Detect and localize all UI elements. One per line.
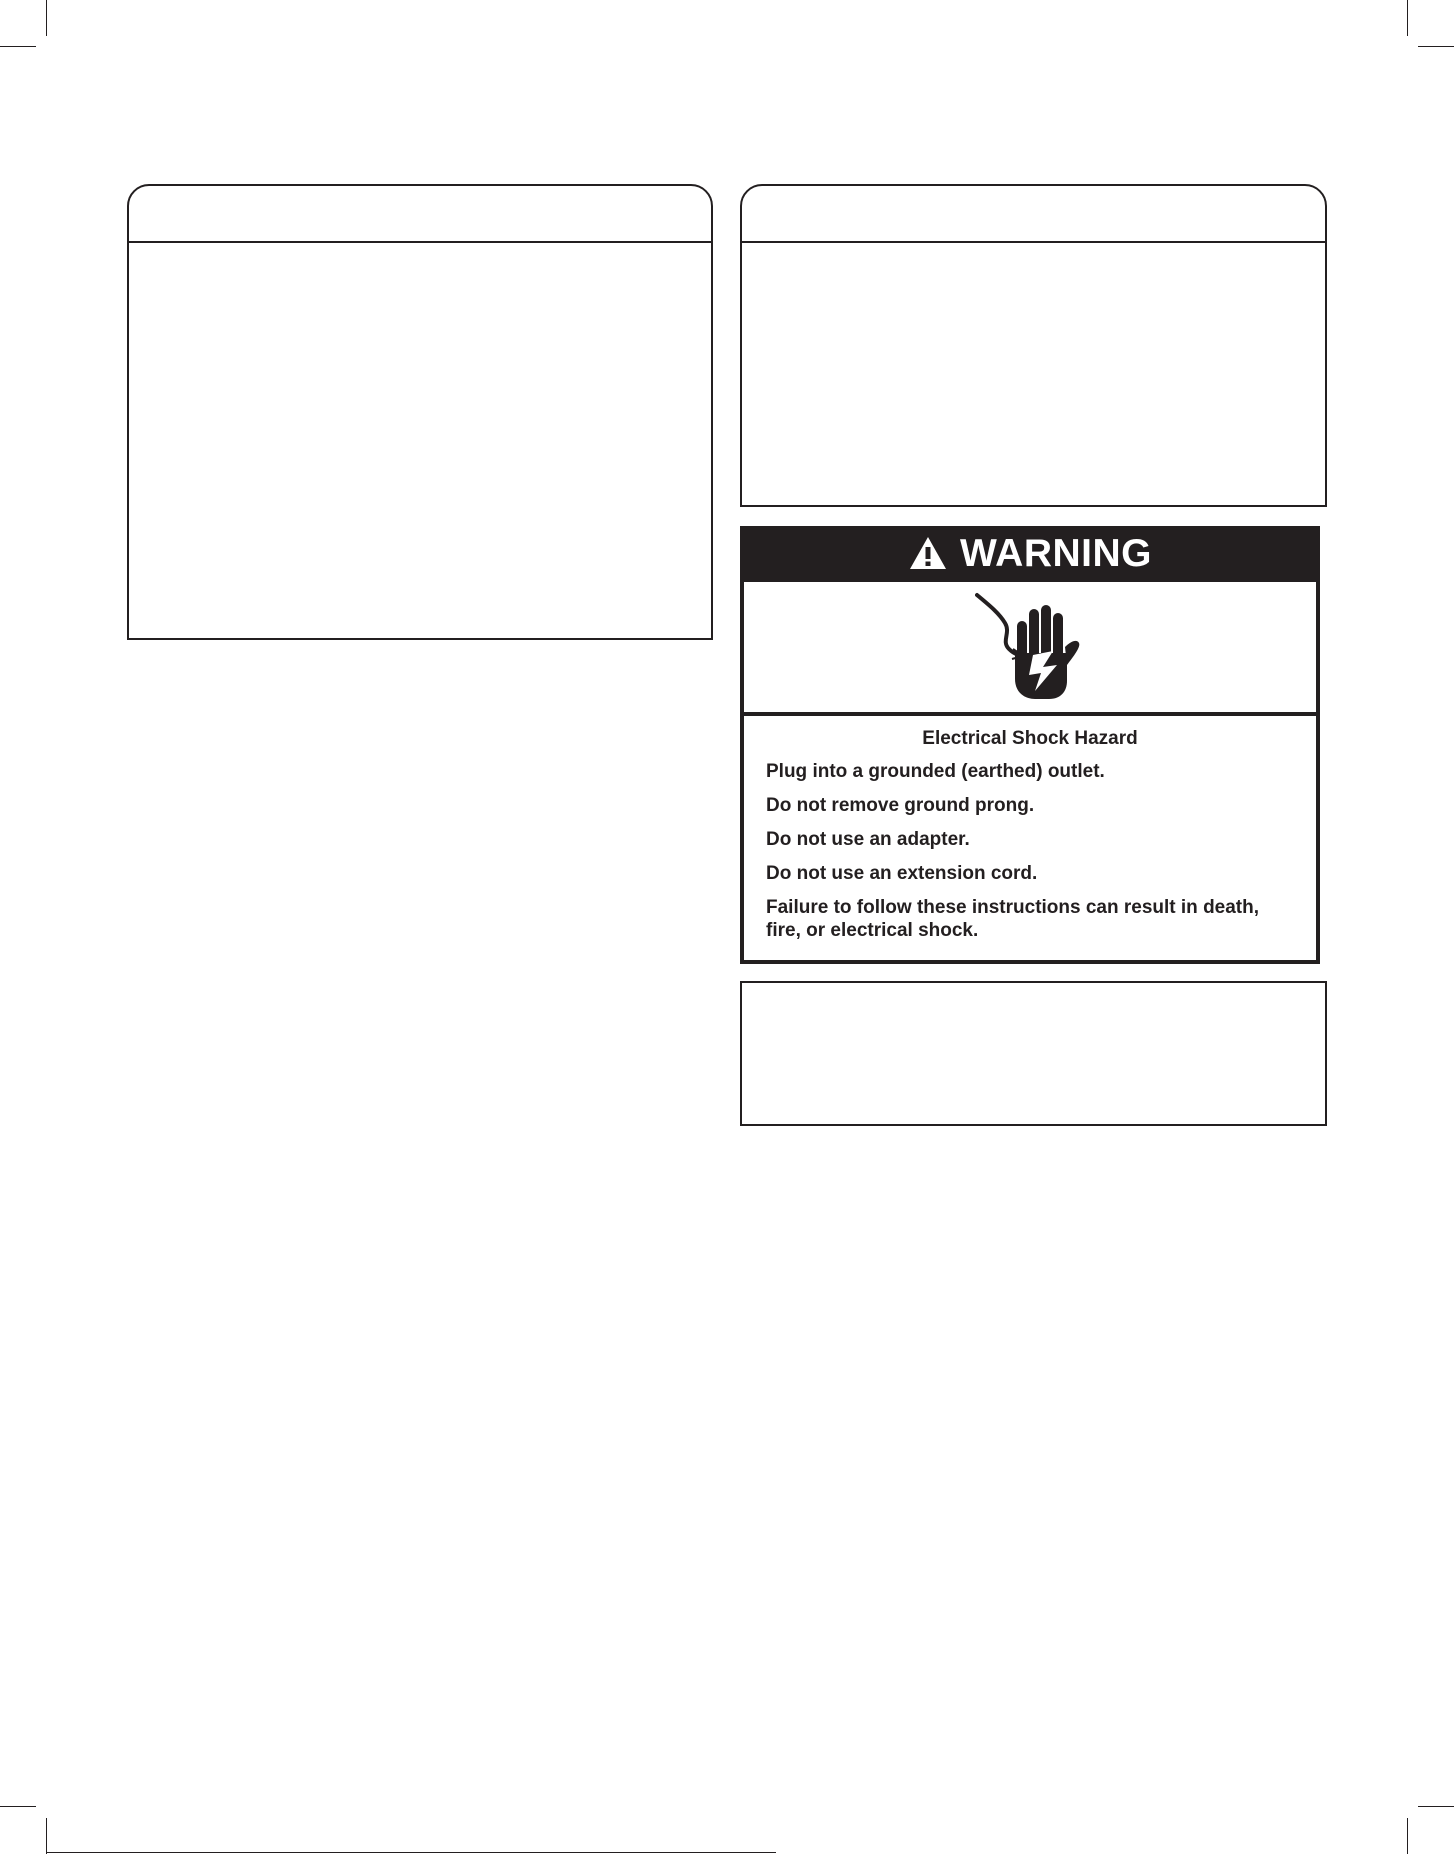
crop-mark-top-left bbox=[46, 0, 47, 36]
instruction-grounded-outlet: Plug into a grounded (earthed) outlet. bbox=[766, 761, 1105, 782]
right-tab-divider bbox=[742, 241, 1325, 243]
crop-mark-bottom-left bbox=[46, 1818, 47, 1854]
instruction-consequence: Failure to follow these instructions can result in death, fire, or electrical shock. bbox=[766, 897, 1260, 941]
warning-header bbox=[744, 526, 1316, 580]
left-tabbed-box bbox=[127, 184, 713, 640]
crop-mark-bottom-right bbox=[1407, 1818, 1408, 1854]
warning-body bbox=[744, 716, 1316, 960]
bottom-rule bbox=[46, 1852, 776, 1853]
crop-mark-bottom-left-h bbox=[0, 1806, 36, 1807]
instruction-extension-cord: Do not use an extension cord. bbox=[766, 863, 1038, 884]
right-tabbed-box bbox=[740, 184, 1327, 507]
warning-panel bbox=[740, 526, 1320, 964]
instruction-ground-prong: Do not remove ground prong. bbox=[766, 795, 1035, 816]
left-tab-divider bbox=[129, 241, 711, 243]
crop-mark-top-right bbox=[1407, 0, 1408, 36]
lower-right-box bbox=[740, 981, 1327, 1126]
crop-mark-top-right-h bbox=[1418, 46, 1454, 47]
instruction-adapter: Do not use an adapter. bbox=[766, 829, 970, 850]
warning-triangle-icon bbox=[908, 535, 948, 571]
electrical-shock-hand-icon bbox=[975, 591, 1085, 703]
warning-title: WARNING bbox=[960, 531, 1152, 575]
hazard-title: Electrical Shock Hazard bbox=[922, 728, 1138, 749]
hazard-image bbox=[744, 582, 1316, 712]
crop-mark-top-left-h bbox=[0, 46, 36, 47]
crop-mark-bottom-right-h bbox=[1418, 1806, 1454, 1807]
